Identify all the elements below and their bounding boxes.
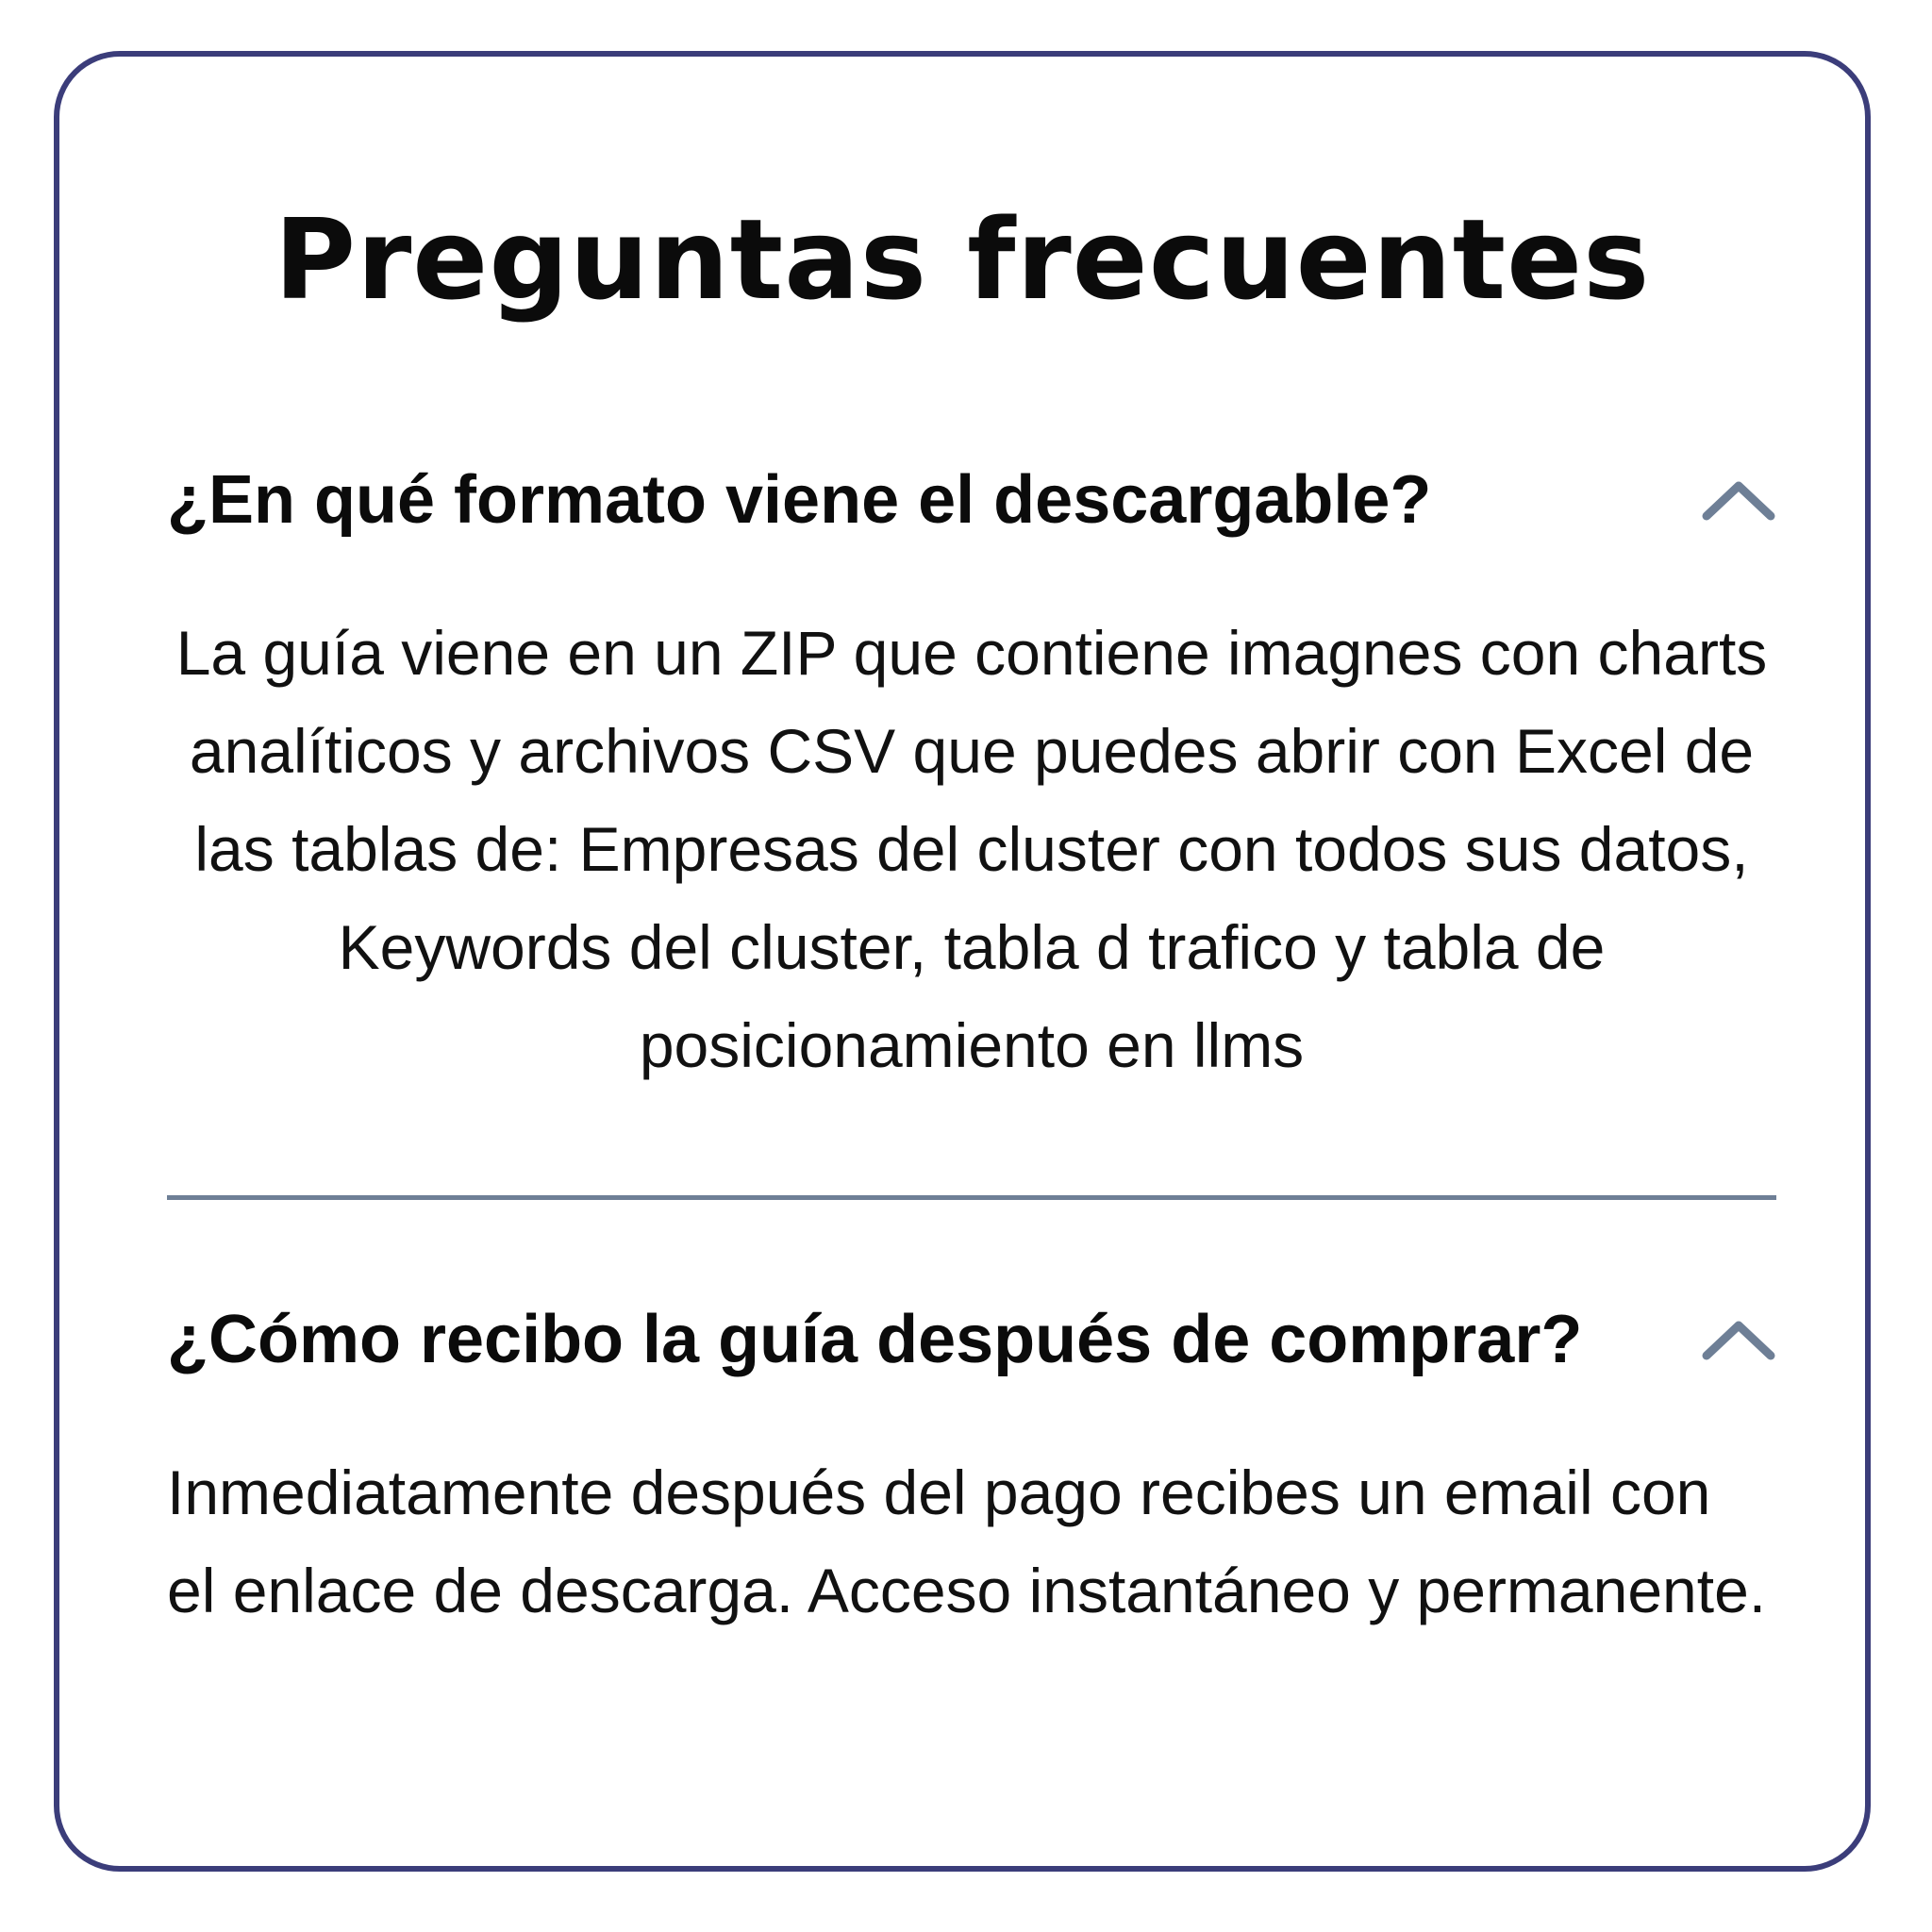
faq-question-toggle-format[interactable] <box>167 434 1776 566</box>
faq-question-toggle-delivery[interactable] <box>167 1274 1776 1406</box>
faq-answer-delivery: Inmediatamente después del pago recibes un email con el enlace de descarga. Acceso instantáneo y permanente. <box>167 1457 1767 1625</box>
faq-answer-format: La guía viene en un ZIP que contiene imagnes con charts analíticos y archivos CSV que puedes abrir con Excel de las tablas de: Empresas del cluster con todos sus datos, Keywords del cluster, tabla d trafico y tabla de posicionamiento en llms <box>175 618 1768 1080</box>
faq-question-format: ¿En qué formato viene el descargable? <box>167 462 1432 538</box>
faq-card <box>54 51 1871 1872</box>
faq-question-delivery: ¿Cómo recibo la guía después de comprar? <box>167 1302 1583 1377</box>
page-title: Preguntas frecuentes <box>274 194 1651 325</box>
faq-item-delivery <box>167 1274 1776 1640</box>
faq-divider <box>167 1195 1776 1200</box>
chevron-up-icon[interactable] <box>1701 476 1776 524</box>
faq-item-format <box>167 434 1776 1094</box>
chevron-up-icon[interactable] <box>1701 1316 1776 1363</box>
